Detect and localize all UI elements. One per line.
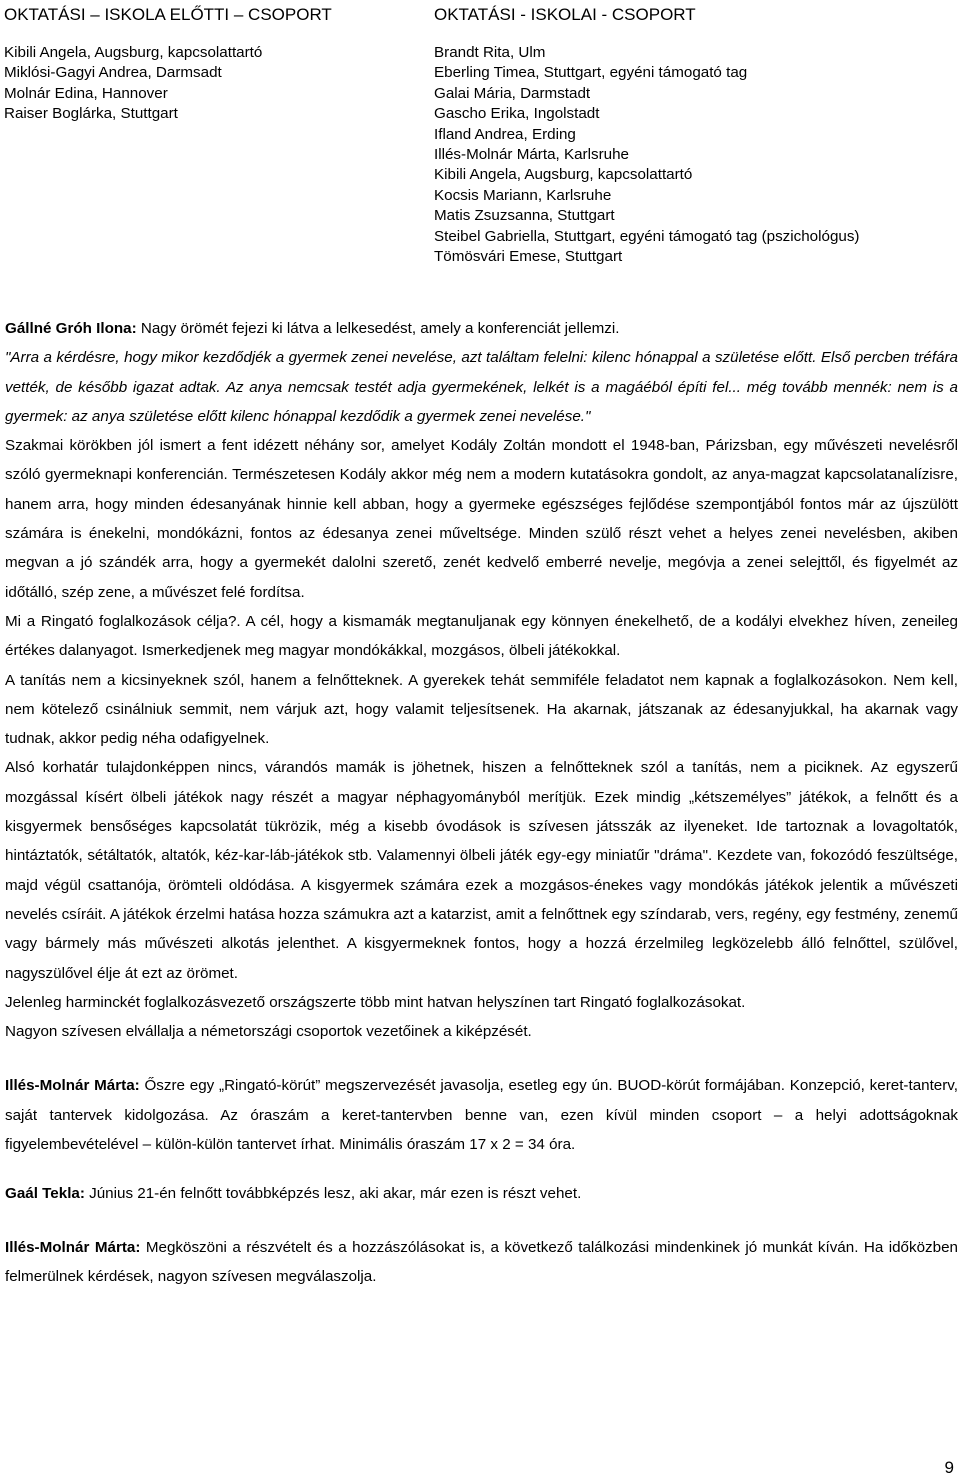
member-item: Brandt Rita, Ulm — [434, 44, 546, 61]
member-item: Matis Zsuzsanna, Stuttgart — [434, 207, 615, 225]
left-group-members — [4, 43, 404, 125]
paragraph: Nagyon szívesen elvállalja a németországi csoportok vezetőinek a kiképzését. — [5, 1023, 532, 1041]
right-group-column — [434, 4, 954, 267]
member-item: Galai Mária, Darmstadt — [434, 84, 591, 102]
left-group-title: OKTATÁSI – ISKOLA ELŐTTI – CSOPORT — [4, 5, 332, 24]
paragraph: A tanítás nem a kicsinyeknek szól, hanem a felnőtteknek. A gyerekek tehát semmiféle feladatot nem kapnak a foglalkozásokon. Nem kell, nem kötelező csinálniuk semmit, nem várjuk azt, hogy valamit teljesítsenek. Ha akarnak, játszanak az édesanyjukkal, ha akarnak vagy tudnak, akkor pedig néha odafigyelnek. — [5, 671, 958, 748]
speaker-name: Illés-Molnár Márta: — [5, 1238, 141, 1256]
speaker-name: Illés-Molnár Márta: — [5, 1077, 140, 1095]
member-item: Steibel Gabriella, Stuttgart, egyéni támogató tag (pszichológus) — [434, 227, 860, 245]
spacer — [5, 1046, 958, 1071]
paragraph: Jelenleg harminckét foglalkozásvezető országszerte több mint hatvan helyszínen tart Ringató foglalkozásokat. — [5, 993, 746, 1011]
member-item: Miklósi-Gagyi Andrea, Darmsadt — [4, 64, 222, 82]
paragraph-text: Nagy örömét fejezi ki látva a lelkesedést, amely a konferenciát jellemzi. — [136, 320, 620, 337]
paragraph — [5, 1179, 958, 1208]
member-item: Kocsis Mariann, Karlsruhe — [434, 186, 612, 204]
paragraph: Alsó korhatár tulajdonképpen nincs, várandós mamák is jöhetnek, hiszen a felnőtteknek szól a tanítás, nem a piciknek. Az egyszerű mozgással kísért ölbeli játékok nagy részét a magyar néphagyományból merítjük. Ezek mindig „kétszemélyes” játékok, a felnőtt és a kisgyermek bensőséges kapcsolatát tükrözik, még a kisebb óvodások is szívesen játsszák az ilyeneket. Ide tartoznak a lovagoltatók, hintáztatók, sétáltatók, altatók, kéz-kar-láb-játékok stb. Valamennyi ölbeli játék egy-egy miniatűr "dráma". Kezdete van, fokozódó feszültsége, majd végül csattanója, örömteli oldódása. A kisgyermek számára ezek a mozgásos-énekes vagy mondókás játékok jelentik a művészeti nevelés csíráit. A játékok érzelmi hatása hozza számukra azt a katarzist, amit a felnőttnek egy színdarab, vers, regény, egy festmény, zenemű vagy bármely más művészeti alkotás jelenthet. A kisgyermeknek fontos, hogy a hozzá érzelmileg legközelebb álló felnőttel, szülővel, nagyszülővel élje át ezt az örömet. — [5, 759, 958, 982]
paragraph-text: Megköszöni a részvételt és a hozzászólásokat is, a következő találkozási mindenkinek jó munkát kíván. Ha időközben felmerülnek kérdések, nagyon szívesen megválaszolja. — [5, 1238, 958, 1285]
left-group-column — [4, 4, 404, 125]
paragraph-text: Őszre egy „Ringató-körút” megszervezését javasolja, esetleg egy ún. BUOD-körút formájában. Konzepció, keret-tanterv, saját tantervek kidolgozása. Az óraszám a keret-tantervben benne van, ezen kívül minden csoport – a helyi adottságoknak figyelembevételével – külön-külön tantervet írhat. Minimális óraszám 17 x 2 = 34 óra. — [5, 1077, 958, 1154]
member-item: Raiser Boglárka, Stuttgart — [4, 105, 178, 123]
quote-text: "Arra a kérdésre, hogy mikor kezdődjék a gyermek zenei nevelése, azt találtam felelni: kilenc hónappal a születése előtt. Első percben tréfára vették, de később igazat adtak. Az anya nemcsak testét adja gyermekének, lelkét is a magáéból építi fel... még tovább mennék: nem is a gyermek: az anya születése előtt kilenc hónappal kezdődik a gyermek zenei nevelése." — [5, 349, 958, 425]
minutes-body — [5, 314, 958, 1291]
member-item: Kibili Angela, Augsburg, kapcsolattartó — [4, 44, 263, 61]
paragraph — [5, 1233, 958, 1292]
member-item: Gascho Erika, Ingolstadt — [434, 105, 600, 123]
speaker-name: Gállné Gróh Ilona: — [5, 320, 137, 337]
speaker-name: Gaál Tekla: — [5, 1185, 85, 1203]
spacer — [5, 1159, 958, 1179]
member-item: Kibili Angela, Augsburg, kapcsolattartó — [434, 166, 693, 184]
member-item: Eberling Timea, Stuttgart, egyéni támogató tag — [434, 64, 748, 82]
member-item: Molnár Edina, Hannover — [4, 84, 168, 102]
kodaly-quote — [5, 343, 958, 431]
page-number: 9 — [944, 1458, 954, 1477]
member-item: Tömösvári Emese, Stuttgart — [434, 248, 623, 266]
spacer — [5, 1209, 958, 1233]
paragraph — [5, 1071, 958, 1159]
right-group-title: OKTATÁSI - ISKOLAI - CSOPORT — [434, 5, 696, 24]
member-item: Ifland Andrea, Erding — [434, 125, 576, 143]
paragraph — [5, 314, 958, 343]
member-item: Illés-Molnár Márta, Karlsruhe — [434, 146, 629, 164]
right-group-members — [434, 43, 954, 267]
paragraph: Mi a Ringató foglalkozások célja?. A cél, hogy a kismamák megtanuljanak egy könnyen énekelhető, de a kodályi elvekhez híven, zeneileg értékes dalanyagot. Ismerkedjenek meg magyar mondókákkal, mozgásos, ölbeli játékokkal. — [5, 612, 958, 660]
paragraph: Szakmai körökben jól ismert a fent idézett néhány sor, amelyet Kodály Zoltán mondott el 1948-ban, Párizsban, egy művészeti nevelésről szóló gyermeknapi konferencián. Természetesen Kodály akkor még nem a modern kutatásokra gondolt, az anya-magzat kapcsolatanalízisre, hanem arra, hogy minden édesanyának hinnie kell abban, hogy a gyermeke egészséges fejlődése szempontjából fontos már az újszülött számára is énekelni, mondókázni, fontos az édesanya zenei műveltsége. Minden szülő részt vehet a helyes zenei nevelésben, akiben megvan a jó szándék arra, hogy a gyermekét dalolni szerető, zenét kedvelő emberré nevelje, megóvja a zenei selejttől, és figyelmét az időtálló, szép zene, a művészet felé fordítsa. — [5, 437, 958, 601]
paragraph-text: Június 21-én felnőtt továbbképzés lesz, aki akar, már ezen is részt vehet. — [84, 1185, 582, 1203]
